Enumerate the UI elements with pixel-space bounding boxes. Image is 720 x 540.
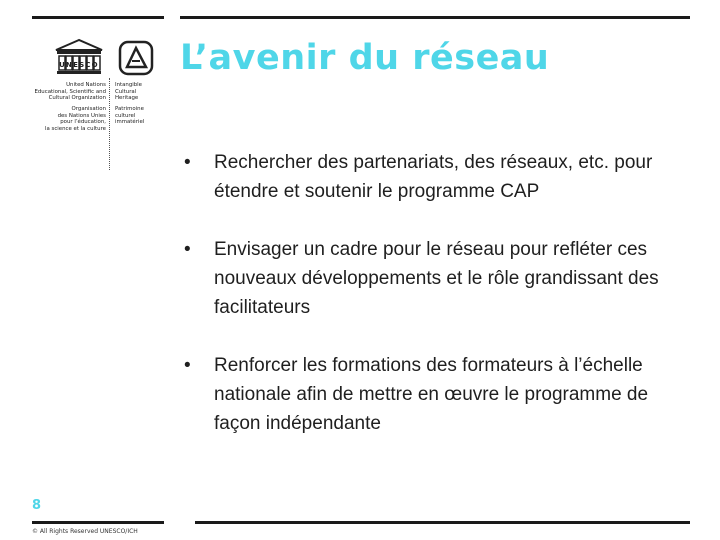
top-left-rule bbox=[32, 16, 164, 19]
copyright-notice: © All Rights Reserved UNESCO/ICH bbox=[32, 528, 138, 535]
bullet-item bbox=[180, 148, 680, 206]
unesco-temple-logo-icon bbox=[54, 38, 104, 78]
bullet-dot-icon: • bbox=[184, 239, 191, 260]
bullet-dot-icon: • bbox=[184, 152, 191, 173]
temple-lettering: UNESCO bbox=[59, 61, 99, 69]
bottom-right-rule bbox=[195, 521, 690, 524]
org-name-english: United Nations Educational, Scientific and Cultural Organization bbox=[34, 82, 106, 102]
slide-title: L’avenir du réseau bbox=[180, 38, 550, 78]
unesco-logo-block bbox=[30, 36, 160, 136]
bullet-text: Envisager un cadre pour le réseau pour refléter ces nouveaux développements et le rôle grandissant des facilitateurs bbox=[214, 239, 659, 318]
org-name-french: Organisation des Nations Unies pour l’éducation, la science et la culture bbox=[45, 106, 106, 132]
logo-divider bbox=[109, 78, 111, 170]
bullet-text: Renforcer les formations des formateurs à l’échelle nationale afin de mettre en œuvre le programme de façon indépendante bbox=[214, 355, 649, 434]
top-right-rule bbox=[180, 16, 690, 19]
bullet-item bbox=[180, 351, 680, 438]
intangible-heritage-emblem-icon bbox=[118, 40, 156, 76]
bottom-left-rule bbox=[32, 521, 164, 524]
ich-name-french: Patrimoine culturel immatériel bbox=[115, 106, 145, 126]
bullet-list bbox=[180, 148, 680, 467]
bullet-text: Rechercher des partenariats, des réseaux, etc. pour étendre et soutenir le programme CAP bbox=[214, 152, 653, 202]
bullet-item bbox=[180, 235, 680, 322]
bullet-dot-icon: • bbox=[184, 355, 191, 376]
page-number: 8 bbox=[32, 498, 42, 513]
ich-name-english: Intangible Cultural Heritage bbox=[115, 82, 142, 102]
